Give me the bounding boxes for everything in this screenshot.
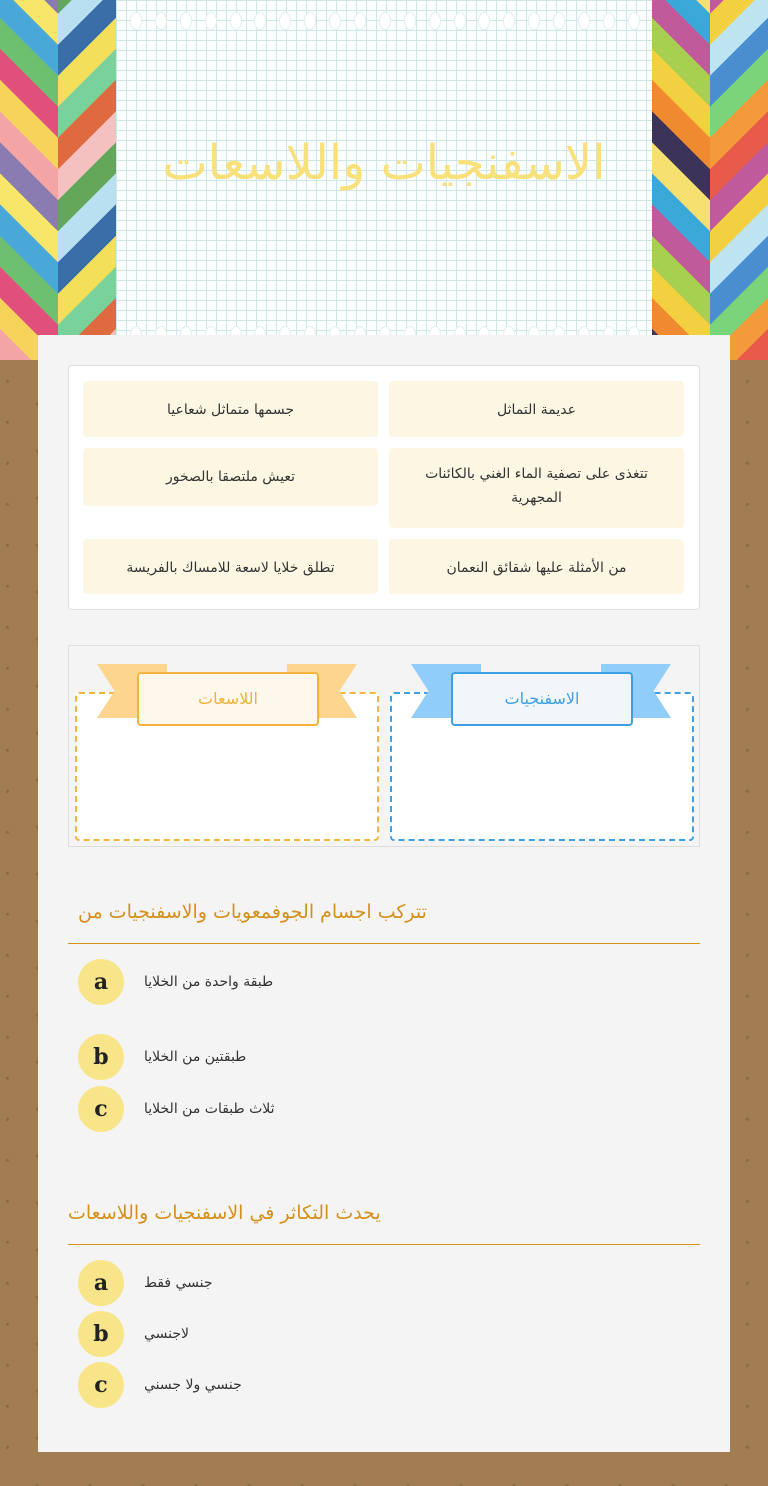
match-item[interactable]: تطلق خلايا لاسعة للامساك بالفريسة xyxy=(83,539,378,595)
worksheet-card xyxy=(38,335,730,1452)
question-title: يحدث التكاثر في الاسفنجيات واللاسعات xyxy=(68,1202,381,1224)
option-text: لاجنسي xyxy=(144,1326,190,1342)
option-c[interactable] xyxy=(78,1362,242,1408)
option-key: c xyxy=(78,1086,124,1132)
option-text: جنسي فقط xyxy=(144,1275,213,1291)
sorting-section xyxy=(68,645,700,847)
chevron-decoration xyxy=(710,0,768,360)
match-item[interactable]: تعيش ملتصقا بالصخور xyxy=(83,448,378,506)
header-banner xyxy=(0,0,768,360)
option-text: جنسي ولا جسني xyxy=(144,1377,242,1393)
binder-holes xyxy=(130,12,640,30)
match-item[interactable]: عديمة التماثل xyxy=(389,381,684,437)
option-text: طبقتين من الخلايا xyxy=(144,1049,247,1065)
chevron-decoration xyxy=(58,0,116,360)
option-key: c xyxy=(78,1362,124,1408)
option-b[interactable] xyxy=(78,1034,246,1080)
divider xyxy=(68,1244,700,1245)
option-key: a xyxy=(78,959,124,1005)
bin-label: الاسفنجيات xyxy=(451,672,633,726)
option-key: a xyxy=(78,1260,124,1306)
bin-label: اللاسعات xyxy=(137,672,319,726)
option-text: ثلاث طبقات من الخلايا xyxy=(144,1101,275,1117)
option-key: b xyxy=(78,1311,124,1357)
option-a[interactable] xyxy=(78,1260,213,1306)
ribbon-cnidarians xyxy=(97,664,357,720)
match-item[interactable]: جسمها متماثل شعاعيا xyxy=(83,381,378,437)
question-title: تتركب اجسام الجوفمعويات والاسفنجيات من xyxy=(78,901,427,923)
question-2 xyxy=(68,1202,700,1398)
option-text: طبقة واحدة من الخلايا xyxy=(144,974,274,990)
chevron-decoration xyxy=(0,0,58,360)
option-b[interactable] xyxy=(78,1311,189,1357)
option-c[interactable] xyxy=(78,1086,275,1132)
match-item[interactable]: من الأمثلة عليها شقائق النعمان xyxy=(389,539,684,595)
option-key: b xyxy=(78,1034,124,1080)
matching-section xyxy=(68,365,700,610)
chevron-decoration xyxy=(652,0,710,360)
divider xyxy=(68,943,700,944)
worksheet-title: الاسفنجيات واللاسعات xyxy=(162,135,606,191)
question-1 xyxy=(68,901,700,1122)
option-a[interactable] xyxy=(78,959,273,1005)
ribbon-sponges xyxy=(411,664,671,720)
match-item[interactable]: تتغذى على تصفية الماء الغني بالكائنات المجهرية xyxy=(389,448,684,528)
